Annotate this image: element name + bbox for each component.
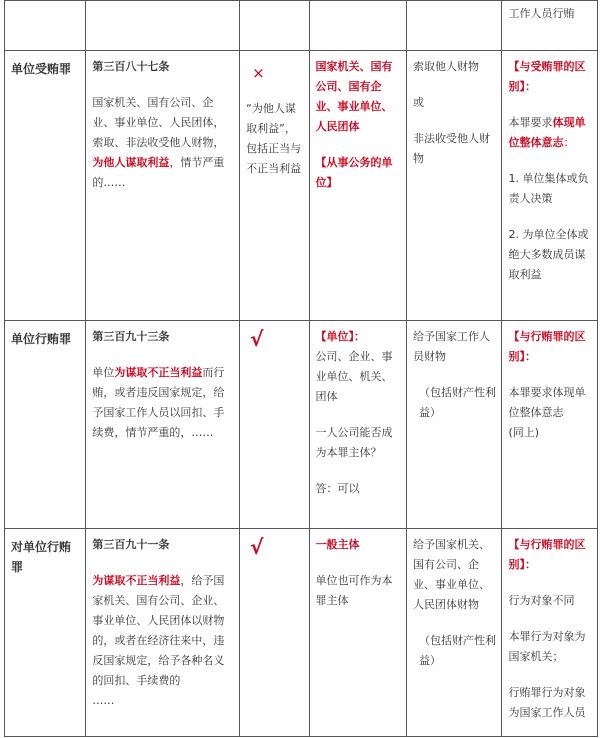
mark-cell — [240, 321, 309, 529]
subject-text: 答：可以 — [315, 482, 360, 495]
mark-cell — [240, 529, 309, 737]
object-cell — [407, 321, 502, 529]
subject-cell — [309, 321, 406, 529]
object-cell — [407, 51, 502, 321]
mark-cell — [240, 51, 309, 321]
article-text: 为谋取不正当利益，给予国家机关、国有公司、企业、事业单位、人民团体以财物的，或者在经济往来中，违反国家规定，给予各种名义的回扣、手续费的 — [92, 574, 225, 687]
object-text: （包括财产性利益） — [419, 634, 496, 667]
crime-name: 对单位行贿罪 — [5, 529, 86, 737]
mark-note: “为他人谋取利益”，包括正当与不正当利益 — [246, 102, 302, 175]
article-cell — [86, 529, 240, 737]
article-cell — [86, 51, 240, 321]
diff-text: 1. 单位集体或负责人决策 — [508, 172, 589, 205]
table-cell — [5, 1, 86, 51]
table-cell — [309, 1, 406, 51]
subject-cell — [309, 51, 406, 321]
subject-text: 一人公司能否成为本罪主体？ — [315, 426, 393, 459]
diff-title: 【与行贿罪的区别】： — [508, 330, 586, 363]
table-cell — [502, 1, 598, 51]
table-cell — [240, 1, 309, 51]
diff-text: 2. 为单位全体或绝大多数成员谋取利益 — [508, 228, 589, 281]
article-cell — [86, 321, 240, 529]
check-icon: √ — [250, 535, 264, 559]
subject-highlight-2: 【从事公务的单位】 — [315, 156, 393, 189]
subject-text: 公司、企业、事业单位、机关、团体 — [315, 350, 393, 403]
table-cell — [86, 1, 240, 51]
table-cell — [407, 1, 502, 51]
article-number: 第三百八十七条 — [92, 60, 170, 73]
object-text: 索取他人财物 — [413, 60, 479, 73]
object-text: 或 — [413, 96, 424, 109]
diff-text: 本罪要求体现单位整体意志： — [508, 116, 586, 149]
article-number: 第三百九十一条 — [92, 538, 170, 551]
subject-cell — [309, 529, 406, 737]
crime-name: 单位行贿罪 — [5, 321, 86, 529]
article-number: 第三百九十三条 — [92, 330, 170, 343]
cross-icon: × — [252, 64, 265, 82]
object-text: 非法收受他人财物 — [413, 132, 490, 165]
table-row — [5, 321, 598, 529]
diff-text: 本罪要求体现单位整体意志 — [508, 386, 586, 419]
diff-text: 行为对象不同 — [508, 594, 575, 607]
subject-highlight: 国家机关、国有公司、国有企业、事业单位、人民团体 — [315, 60, 393, 133]
subject-highlight: 一般主体 — [315, 538, 360, 551]
cell-text: 工作人员行贿 — [508, 7, 575, 20]
object-text: 给予国家工作人员财物 — [413, 330, 490, 363]
table-row — [5, 1, 598, 51]
crime-name: 单位受贿罪 — [5, 51, 86, 321]
diff-cell — [502, 51, 598, 321]
diff-text: 本罪行为对象为国家机关； — [508, 630, 586, 663]
subject-text: 单位也可作为本罪主体 — [315, 574, 393, 607]
diff-text: 行贿罪行为对象为国家工作人员 — [508, 686, 586, 719]
table-row — [5, 529, 598, 737]
subject-highlight: 【单位】： — [315, 330, 366, 343]
diff-cell — [502, 321, 598, 529]
diff-title: 【与行贿罪的区别】： — [508, 538, 586, 571]
diff-cell — [502, 529, 598, 737]
diff-text: (同上) — [508, 426, 540, 439]
comparison-table — [4, 0, 598, 737]
diff-title: 【与受贿罪的区别】： — [508, 60, 586, 93]
object-cell — [407, 529, 502, 737]
object-text: 给予国家机关、国有公司、企业、事业单位、人民团体财物 — [413, 538, 490, 611]
article-text: …… — [92, 694, 115, 707]
article-text: 单位为谋取不正当利益而行贿，或者违反国家规定，给予国家工作人员以回扣、手续费，情节严重的，…… — [92, 366, 225, 439]
table-row — [5, 51, 598, 321]
check-icon: √ — [250, 327, 264, 351]
object-text: （包括财产性利益） — [419, 386, 496, 419]
article-text: 国家机关、国有公司、企业、事业单位、人民团体，索取、非法收受他人财物，为他人谋取利益，情节严重的…… — [92, 96, 225, 189]
